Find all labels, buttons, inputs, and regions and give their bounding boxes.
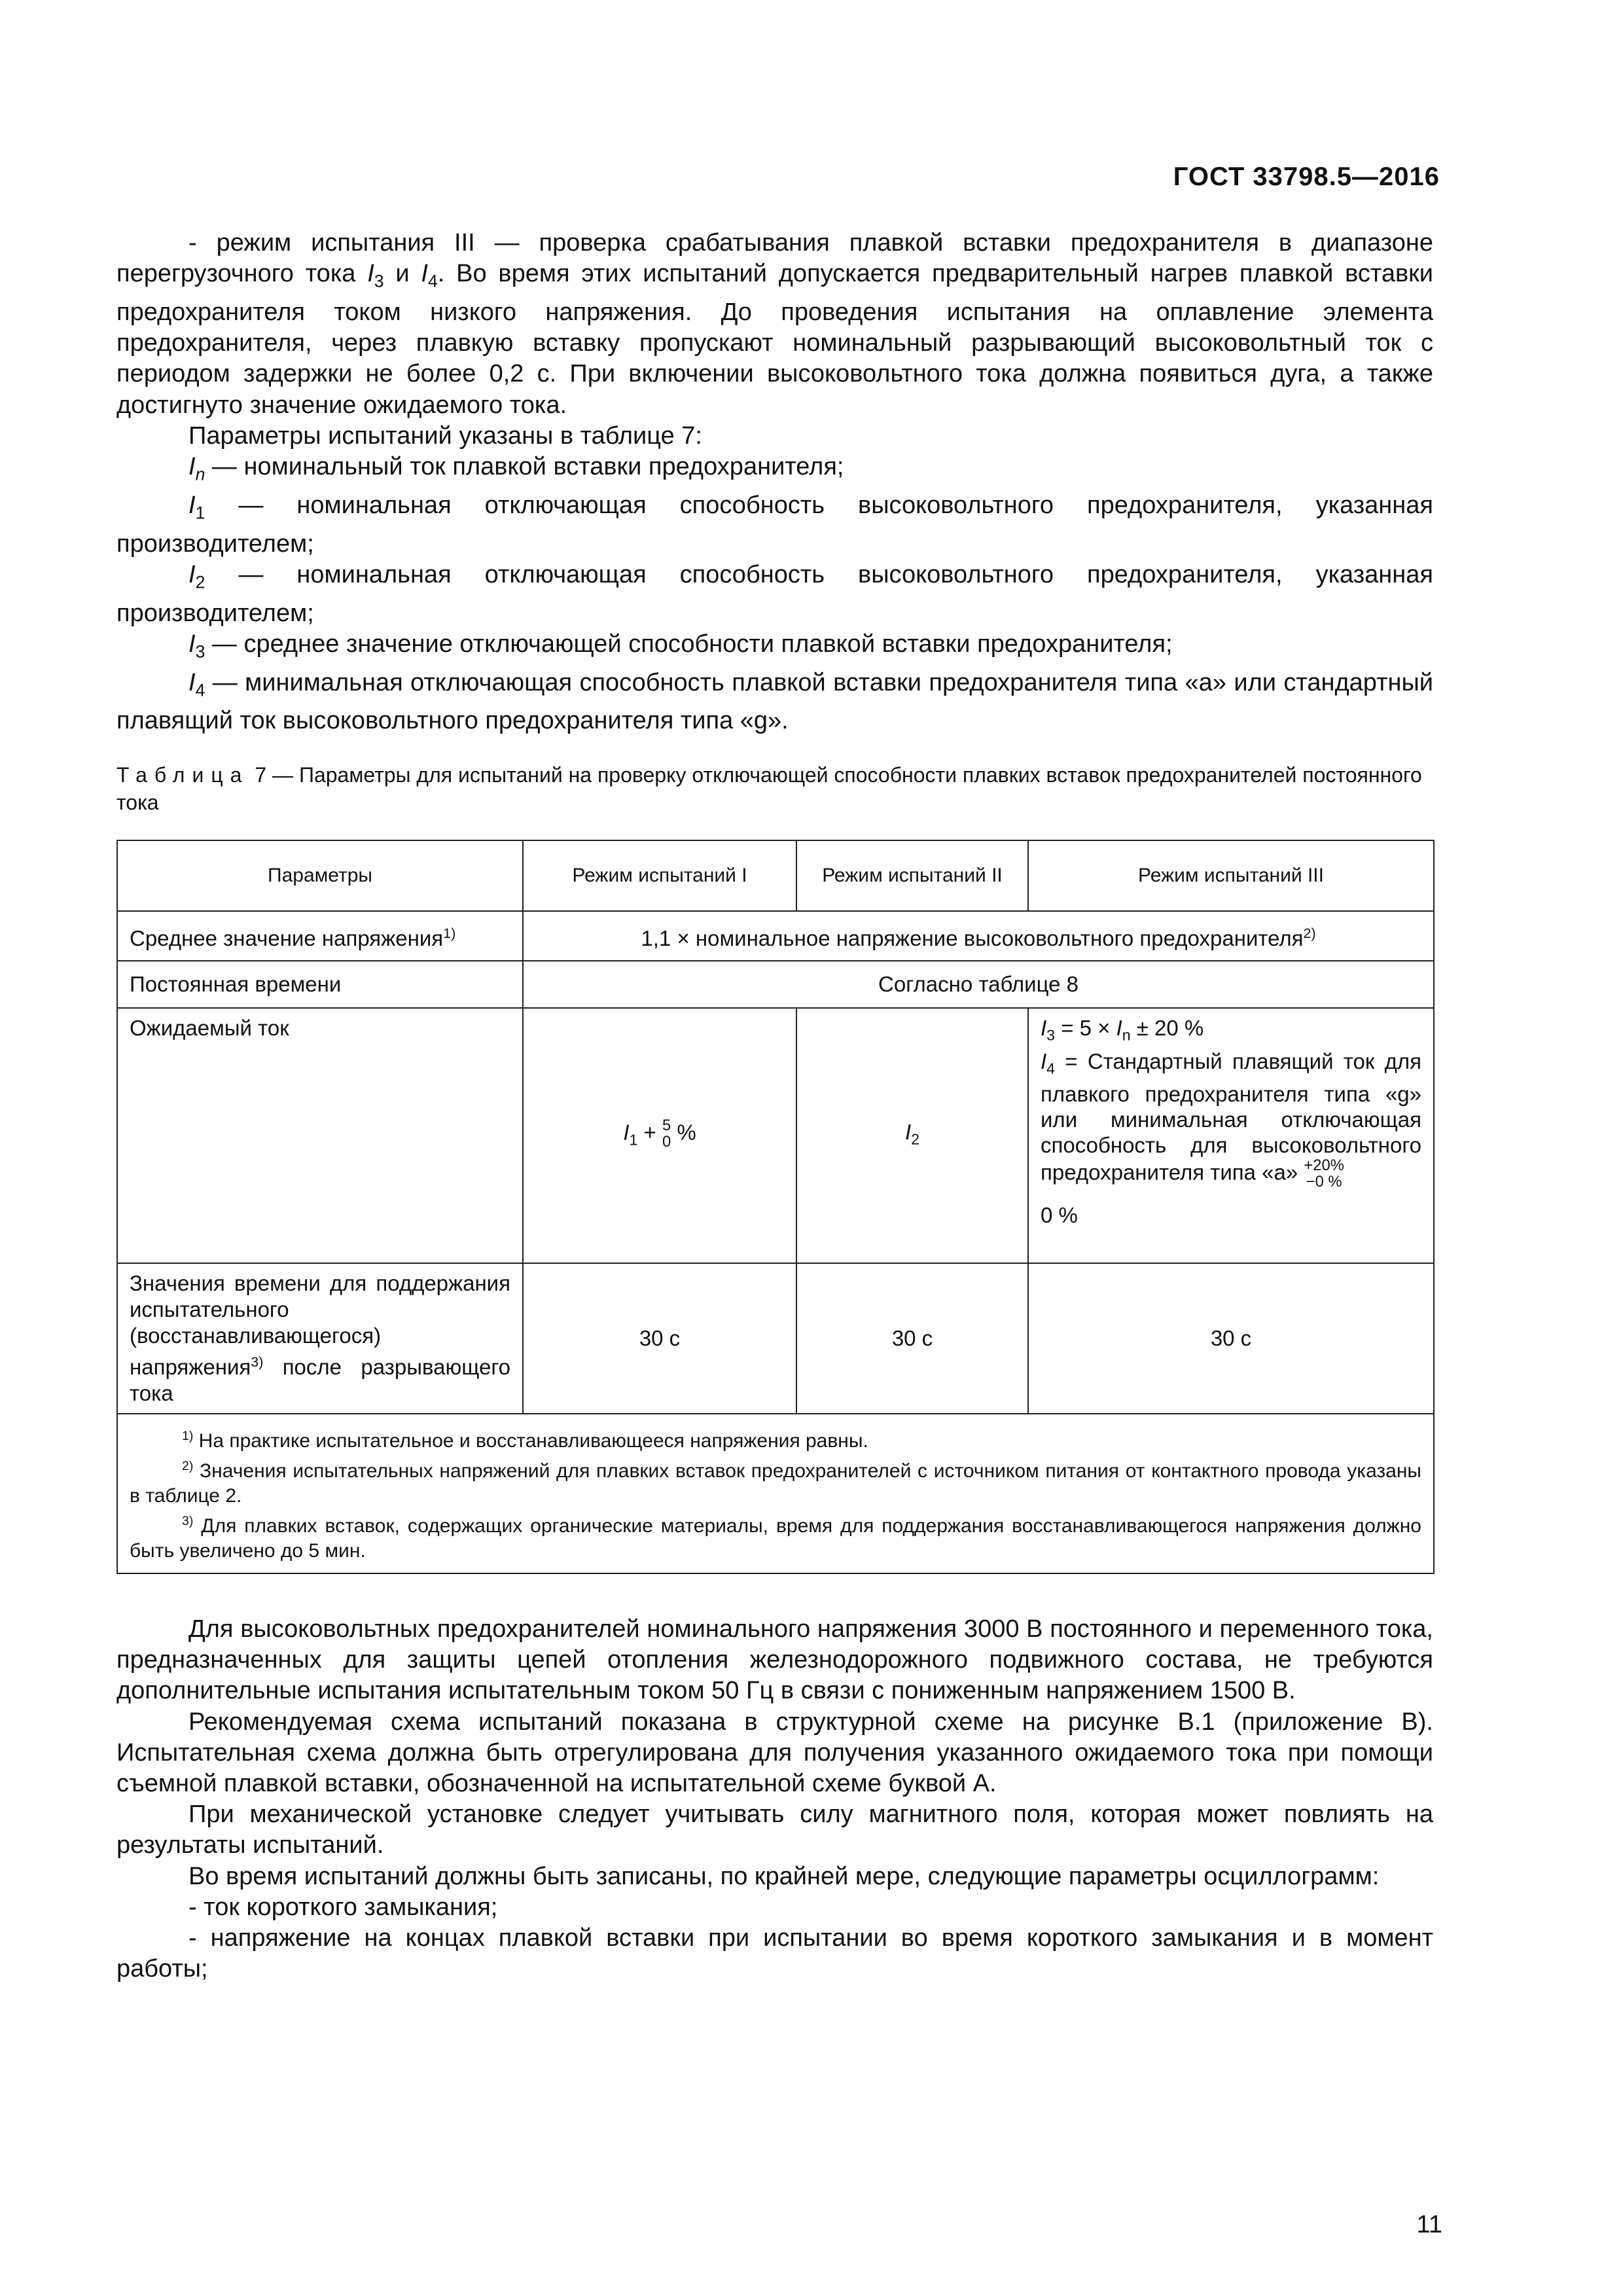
page-number: 11 [1416,2211,1442,2238]
hold-time-label: Значения времени для поддержания испытательного (восстанавливающегося) напряжения$^{3)}$ после разрывающего тока [117,1263,523,1414]
time-constant-label: Постоянная времени [117,961,523,1008]
paragraph-scheme: Рекомендуемая схема испытаний показана в структурной схеме на рисунке В.1 (приложение В). Испытательная схема должна быть отрегулирована для получения указанного ожидаемого тока при помощи съемной плавкой вставки, обозначенной на испытательной схеме буквой А. [116,1708,1433,1798]
paragraph-oscillograms: Во время испытаний должны быть записаны, по крайней мере, следующие параметры осциллограмм: [188,1862,1380,1890]
header-mode1: Режим испытаний I [523,840,796,911]
table-notes-row [117,1414,1434,1573]
expected-current-label: Ожидаемый ток [117,1008,523,1263]
header-mode3: Режим испытаний III [1028,840,1434,911]
note-3: $^{3)}$ Для плавких вставок, содержащих органические материалы, время для поддержания восстанавливающегося напряжения должно быть увеличено до 5 мин. [130,1514,1421,1562]
intro-section [116,228,1433,737]
header-params: Параметры [117,840,523,911]
table-row-time-constant [117,961,1434,1008]
params-intro: Параметры испытаний указаны в таблице 7: [188,422,702,450]
paragraph-magnetic: При механической установке следует учитывать силу магнитного поля, которая может повлиять на результаты испытаний. [116,1801,1433,1859]
expected-current-mode1: $I_1$ + 5 0 % [523,1008,796,1263]
mode3-paragraph: - режим испытания III — проверка срабатывания плавкой вставки предохранителя в диапазоне перегрузочного тока $I_3$ и $I_4$. Во время этих испытаний допускается предварительный нагрев плавкой вставки предохранителя током низкого напряжения. До проведения испытания на оплавление элемента предохранителя, через плавкую вставку пропускают номинальный разрывающий высоковольтный ток с периодом задержки не более 0,2 с. При включении высоковольтного тока должна появиться дуга, а также достигнуто значение ожидаемого тока. [116,229,1434,419]
time-constant-value: Согласно таблице 8 [523,961,1434,1008]
document-code: ГОСТ 33798.5—2016 [1173,162,1440,191]
table-row-expected-current [117,1008,1434,1263]
note-2: $^{2)}$ Значения испытательных напряжений для плавких вставок предохранителей с источником питания от контактного провода указаны в таблице 2. [130,1459,1421,1507]
voltage-label: Среднее значение напряжения$^{1)}$ [117,911,523,961]
bullet-short-circuit: - ток короткого замыкания; [188,1893,498,1921]
expected-current-mode2: $I_2$ [796,1008,1028,1263]
after-table-section [116,1614,1433,1984]
table-row-hold-time [117,1263,1434,1414]
def-i2: $I_2$ — номинальная отключающая способность высоковольтного предохранителя, указанная производителем; [116,560,1433,627]
hold-time-mode3: 30 с [1028,1263,1434,1414]
table-row-voltage [117,911,1434,961]
table-header-row [117,840,1434,911]
table-notes [117,1414,1434,1573]
paragraph-3000v: Для высоковольтных предохранителей номинального напряжения 3000 В постоянного и переменного тока, предназначенных для защиты цепей отопления железнодорожного подвижного состава, не требуются дополнительные испытания испытательным током 50 Гц в связи с пониженным напряжением 1500 В. [116,1615,1433,1705]
def-in: $I_n$ — номинальный ток плавкой вставки предохранителя; [188,453,844,484]
bullet-voltage: - напряжение на концах плавкой вставки при испытании во время короткого замыкания и в момент работы; [116,1924,1433,1983]
def-i3: $I_3$ — среднее значение отключающей способности плавкой вставки предохранителя; [188,630,1173,662]
def-i1: $I_1$ — номинальная отключающая способность высоковольтного предохранителя, указанная производителем; [116,491,1433,558]
hold-time-mode2: 30 с [796,1263,1028,1414]
note-1: $^{1)}$ На практике испытательное и восстанавливающееся напряжения равны. [182,1429,868,1452]
hold-time-mode1: 30 с [523,1263,796,1414]
voltage-value: 1,1 × номинальное напряжение высоковольтного предохранителя$^{2)}$ [523,911,1434,961]
header-mode2: Режим испытаний II [796,840,1028,911]
def-i4: $I_4$ — минимальная отключающая способность плавкой вставки предохранителя типа «а» или стандартный плавящий ток высоковольтного предохранителя типа «g». [116,668,1433,735]
parameters-table [116,840,1435,1574]
expected-current-mode3: $I_3 = 5 \times I_n \pm 20$ % $I_4$ = Стандартный плавящий ток для плавкого предохранителя типа «g» или минимальная отключающая способность для высоковольтного предохранителя типа «а» +20% −0 % 0 % [1028,1008,1434,1263]
table-caption: Таблица 7 — Параметры для испытаний на проверку отключающей способности плавких вставок предохранителей постоянного тока [116,763,1422,814]
